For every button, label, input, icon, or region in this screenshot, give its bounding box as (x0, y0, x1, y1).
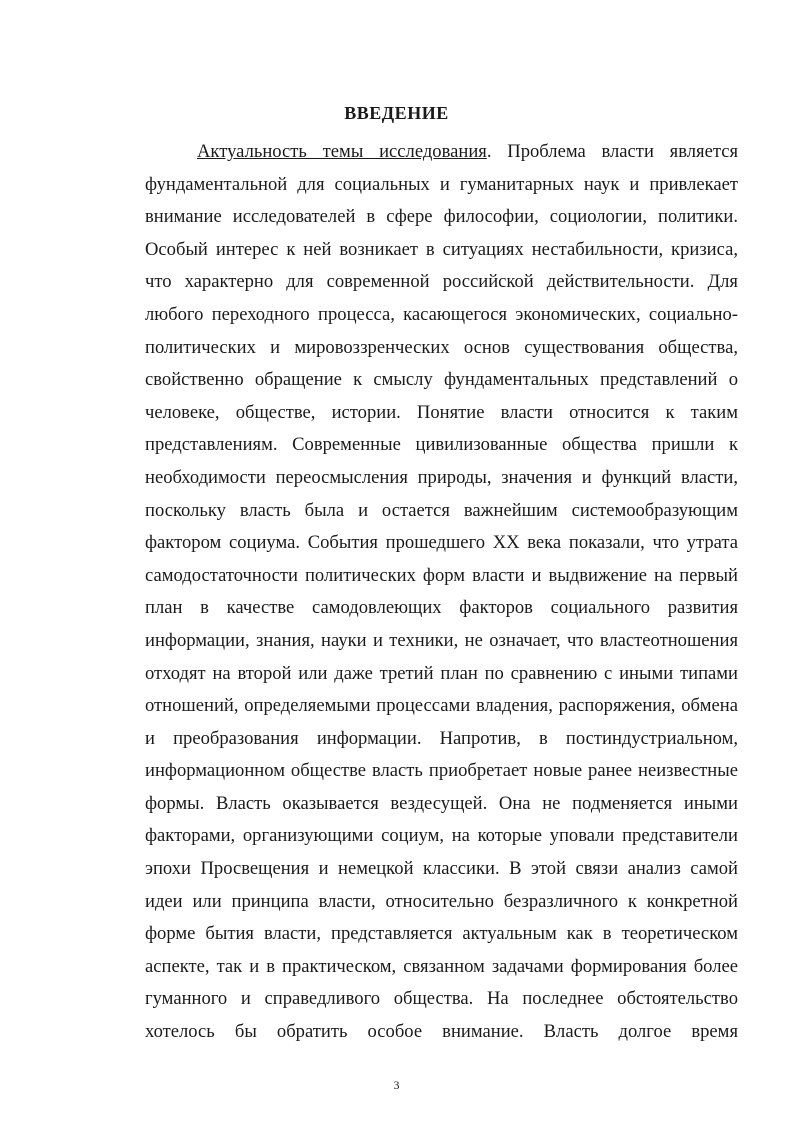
body-line: информационном обществе власть приобретает новые ранее неизвестные (145, 760, 738, 782)
body-line: отходят на второй или даже третий план по сравнению с иными типами (145, 662, 738, 684)
body-line: что характерно для современной российской действительности. Для (145, 271, 738, 293)
body-line: представлениям. Современные цивилизованные общества пришли к (145, 434, 738, 456)
body-line: поскольку власть была и остается важнейшим системообразующим (145, 499, 738, 521)
body-line-first (145, 136, 738, 169)
body-line: политических и мировоззренческих основ существования общества, (145, 336, 738, 358)
section-title: ВВЕДЕНИЕ (344, 103, 449, 123)
body-line: необходимости переосмысления природы, значения и функций власти, (145, 466, 738, 488)
body-text (145, 136, 738, 1049)
body-line: формы. Власть оказывается вездесущей. Она не подменяется иными (145, 792, 738, 814)
body-line: Особый интерес к ней возникает в ситуациях нестабильности, кризиса, (145, 238, 738, 260)
body-line: факторами, организующими социум, на которые уповали представители (145, 825, 738, 847)
body-line: и преобразования информации. Напротив, в постиндустриальном, (145, 727, 738, 749)
body-line: идеи или принципа власти, относительно безразличного к конкретной (145, 890, 738, 912)
body-line: эпохи Просвещения и немецкой классики. В этой связи анализ самой (145, 858, 738, 880)
body-line: любого переходного процесса, касающегося экономических, социально- (145, 303, 738, 325)
body-line: форме бытия власти, представляется актуальным как в теоретическом (145, 923, 738, 945)
first-line-rest: . Проблема власти является (486, 141, 738, 162)
body-line: информации, знания, науки и техники, не означает, что властеотношения (145, 629, 738, 651)
body-line: фундаментальной для социальных и гуманитарных наук и привлекает (145, 173, 738, 195)
body-line: план в качестве самодовлеющих факторов социального развития (145, 597, 738, 619)
body-line: гуманного и справедливого общества. На последнее обстоятельство (145, 988, 738, 1010)
body-line: фактором социума. События прошедшего XX века показали, что утрата (145, 532, 738, 554)
topic-heading: Актуальность темы исследования (197, 141, 487, 162)
body-line: аспекте, так и в практическом, связанном задачами формирования более (145, 955, 738, 977)
body-line: самодостаточности политических форм власти и выдвижение на первый (145, 564, 738, 586)
body-line: отношений, определяемыми процессами владения, распоряжения, обмена (145, 695, 738, 717)
body-line: внимание исследователей в сфере философии, социологии, политики. (145, 206, 738, 228)
body-line: свойственно обращение к смыслу фундаментальных представлений о (145, 369, 738, 391)
page-number: 3 (393, 1078, 400, 1092)
body-line: человеке, обществе, истории. Понятие власти относится к таким (145, 401, 738, 423)
body-line: хотелось бы обратить особое внимание. Власть долгое время (145, 1021, 738, 1043)
